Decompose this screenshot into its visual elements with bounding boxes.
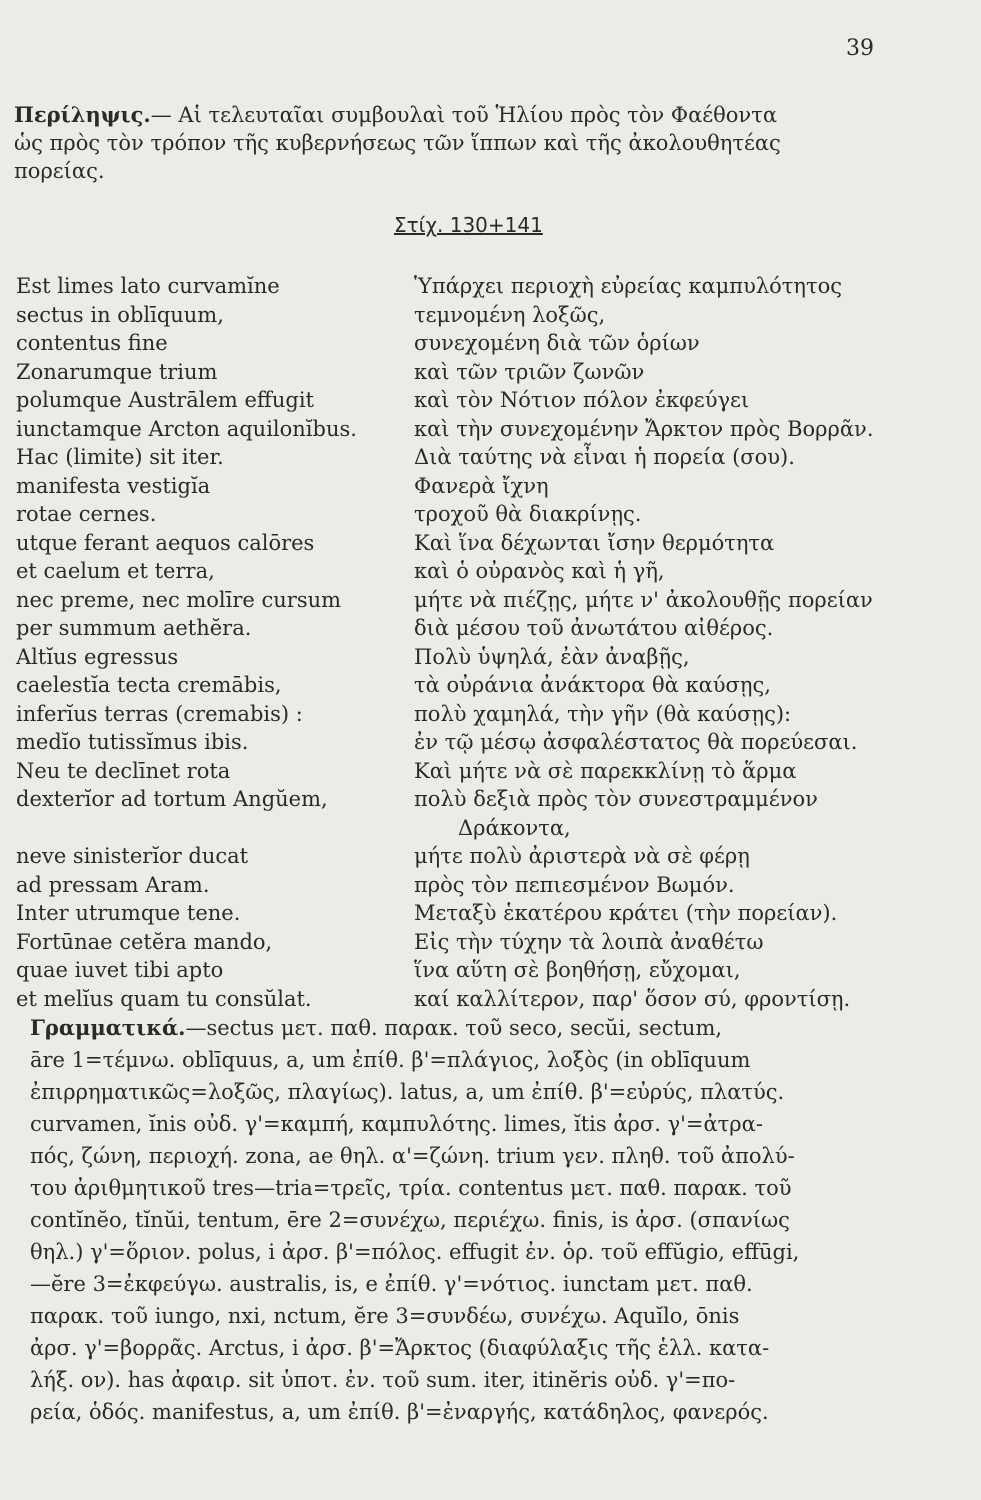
greek-line: καί καλλίτερον, παρ' ὅσον σύ, φροντίσῃ. — [414, 986, 851, 1011]
latin-text-column — [16, 272, 406, 1013]
latin-line: Est limes lato curvamĭne — [16, 274, 280, 298]
greek-line: πολὺ χαμηλά, τὴν γῆν (θὰ καύσῃς): — [414, 701, 792, 726]
greek-line: πρὸς τὸν πεπιεσμένον Βωμόν. — [414, 872, 735, 897]
grammar-line: āre 1=τέμνω. oblīquus, a, um ἐπίθ. β'=πλάγιος, λοξὸς (in oblīquum — [30, 1048, 751, 1072]
grammar-notes — [30, 1012, 922, 1428]
latin-line: polumque Austrālem effugit — [16, 388, 314, 412]
grammar-text: —sectus μετ. παθ. παρακ. τοῦ seco, secŭi, sectum, — [185, 1016, 723, 1040]
grammar-line: curvamen, ĭnis οὐδ. γ'=καμπή, καμπυλότης. limes, ĭtis ἀρσ. γ'=ἀτρα- — [30, 1112, 763, 1136]
latin-line: ad pressam Aram. — [16, 872, 210, 897]
grammar-line: πός, ζώνη, περιοχή. zona, ae θηλ. α'=ζώνη. trium γεν. πληθ. τοῦ ἀπολύ- — [30, 1144, 795, 1168]
greek-line: τεμνομένη λοξῶς, — [414, 302, 606, 327]
greek-line: τὰ οὐράνια ἀνάκτορα θὰ καύσῃς, — [414, 673, 771, 697]
summary-text: — Αἱ τελευταῖαι συμβουλαὶ τοῦ Ἡλίου πρὸς τὸν Φαέθοντα — [150, 103, 777, 127]
latin-line: per summum aethĕra. — [16, 616, 252, 640]
latin-line: Altĭus egressus — [16, 644, 179, 669]
latin-line: quae iuvet tibi apto — [16, 958, 224, 982]
greek-line: Δράκοντα, — [458, 815, 571, 840]
grammar-line: ἀρσ. γ'=βορρᾶς. Arctus, i ἀρσ. β'=Ἄρκτος (διαφύλαξις τῆς ἑλλ. κατα- — [30, 1336, 770, 1360]
greek-line: Ὑπάρχει περιοχὴ εὐρείας καμπυλότητος — [414, 274, 843, 298]
greek-line: Μεταξὺ ἑκατέρου κράτει (τὴν πορείαν). — [414, 901, 838, 925]
latin-line: dexterĭor ad tortum Angŭem, — [16, 787, 328, 811]
latin-line: caelestĭa tecta cremābis, — [16, 673, 282, 697]
latin-line: Fortūnae cetĕra mando, — [16, 929, 273, 954]
greek-line: Διὰ ταύτης νὰ εἶναι ἡ πορεία (σου). — [414, 445, 795, 469]
grammar-line: λήξ. ον). has ἀφαιρ. sit ὑποτ. ἐν. τοῦ sum. iter, itinĕris οὐδ. γ'=πο- — [30, 1368, 736, 1392]
summary-line-3: πορείας. — [14, 159, 105, 183]
latin-line: rotae cernes. — [16, 502, 157, 526]
latin-line: Inter utrumque tene. — [16, 901, 241, 925]
latin-line: Zonarumque trium — [16, 359, 218, 384]
grammar-line: ρεία, ὁδός. manifestus, a, um ἐπίθ. β'=ἐναργής, κατάδηλος, φανερός. — [30, 1400, 769, 1424]
page-number: 39 — [846, 36, 874, 61]
grammar-line: —ĕre 3=ἐκφεύγω. australis, is, e ἐπίθ. γ'=νότιος. iunctam μετ. παθ. — [30, 1272, 753, 1296]
latin-line: inferĭus terras (cremabis) : — [16, 701, 303, 726]
summary-label: Περίληψις. — [14, 102, 151, 127]
greek-line: μήτε πολὺ ἀριστερὰ νὰ σὲ φέρῃ — [414, 844, 750, 868]
grammar-line: παρακ. τοῦ iungo, nxi, nctum, ĕre 3=συνδέω, συνέχω. Aquĭlo, ōnis — [30, 1304, 740, 1328]
greek-line: ἐν τῷ μέσῳ ἀσφαλέστατος θὰ πορεύεσαι. — [414, 730, 858, 754]
greek-line: καὶ τῶν τριῶν ζωνῶν — [414, 359, 645, 384]
latin-line: manifesta vestigĭa — [16, 473, 211, 498]
greek-line: διὰ μέσου τοῦ ἀνωτάτου αἰθέρος. — [414, 616, 774, 640]
grammar-line: ἐπιρρηματικῶς=λοξῶς, πλαγίως). latus, a, um ἐπίθ. β'=εὐρύς, πλατύς. — [30, 1080, 785, 1104]
greek-line: ἵνα αὕτη σὲ βοηθήσῃ, εὔχομαι, — [414, 958, 741, 982]
grammar-line: θηλ.) γ'=ὅριον. polus, i ἀρσ. β'=πόλος. effugit ἐν. ὁρ. τοῦ effŭgio, effūgi, — [30, 1240, 800, 1264]
latin-line: sectus in oblīquum, — [16, 302, 224, 327]
latin-line: et caelum et terra, — [16, 559, 215, 583]
latin-line: medĭo tutissĭmus ibis. — [16, 730, 249, 754]
greek-line: Καὶ μήτε νὰ σὲ παρεκκλίνῃ τὸ ἅρμα — [414, 758, 797, 783]
greek-line: συνεχομένη διὰ τῶν ὁρίων — [414, 331, 700, 355]
grammar-line-1 — [30, 1012, 922, 1044]
summary-line-1 — [14, 100, 904, 129]
latin-line: contentus fine — [16, 331, 168, 355]
latin-line: iunctamque Arcton aquilonĭbus. — [16, 416, 357, 441]
latin-line: nec preme, nec molīre cursum — [16, 587, 342, 612]
greek-translation-column — [414, 272, 934, 1013]
latin-line: neve sinisterĭor ducat — [16, 844, 249, 868]
summary-line-2: ὡς πρὸς τὸν τρόπον τῆς κυβερνήσεως τῶν ἵππων καὶ τῆς ἀκολουθητέας — [14, 130, 781, 155]
grammar-line: του ἀριθμητικοῦ tres—tria=τρεῖς, τρία. contentus μετ. παθ. παρακ. τοῦ — [30, 1176, 792, 1200]
latin-line: et melĭus quam tu consŭlat. — [16, 986, 312, 1011]
latin-line-blank — [16, 814, 406, 843]
greek-line: μήτε νὰ πιέζῃς, μήτε ν' ἀκολουθῇς πορείαν — [414, 587, 873, 612]
greek-line: καὶ ὁ οὐρανὸς καὶ ἡ γῆ, — [414, 559, 665, 583]
greek-line: Καὶ ἵνα δέχωνται ἴσην θερμότητα — [414, 530, 775, 555]
greek-line: πολὺ δεξιὰ πρὸς τὸν συνεστραμμένον — [414, 787, 818, 811]
greek-line: καὶ τὸν Νότιον πόλον ἐκφεύγει — [414, 388, 750, 412]
grammar-line: contĭnĕo, tĭnŭi, tentum, ēre 2=συνέχω, περιέχω. finis, is ἀρσ. (σπανίως — [30, 1208, 790, 1232]
latin-line: Neu te declīnet rota — [16, 758, 231, 783]
greek-line: καὶ τὴν συνεχομένην Ἄρκτον πρὸς Βορρᾶν. — [414, 416, 874, 441]
greek-line: τροχοῦ θὰ διακρίνῃς. — [414, 502, 642, 526]
summary-paragraph — [14, 100, 904, 186]
greek-line: Πολὺ ὑψηλά, ἐὰν ἀναβῇς, — [414, 644, 690, 669]
latin-line: Hac (limite) sit iter. — [16, 445, 224, 469]
greek-line: Φανερὰ ἴχνη — [414, 473, 549, 498]
grammar-label: Γραμματικά. — [30, 1015, 186, 1040]
verse-range-heading: Στίχ. 130+141 — [394, 213, 543, 237]
greek-line: Εἰς τὴν τύχην τὰ λοιπὰ ἀναθέτω — [414, 929, 764, 954]
latin-line: utque ferant aequos calōres — [16, 530, 315, 555]
